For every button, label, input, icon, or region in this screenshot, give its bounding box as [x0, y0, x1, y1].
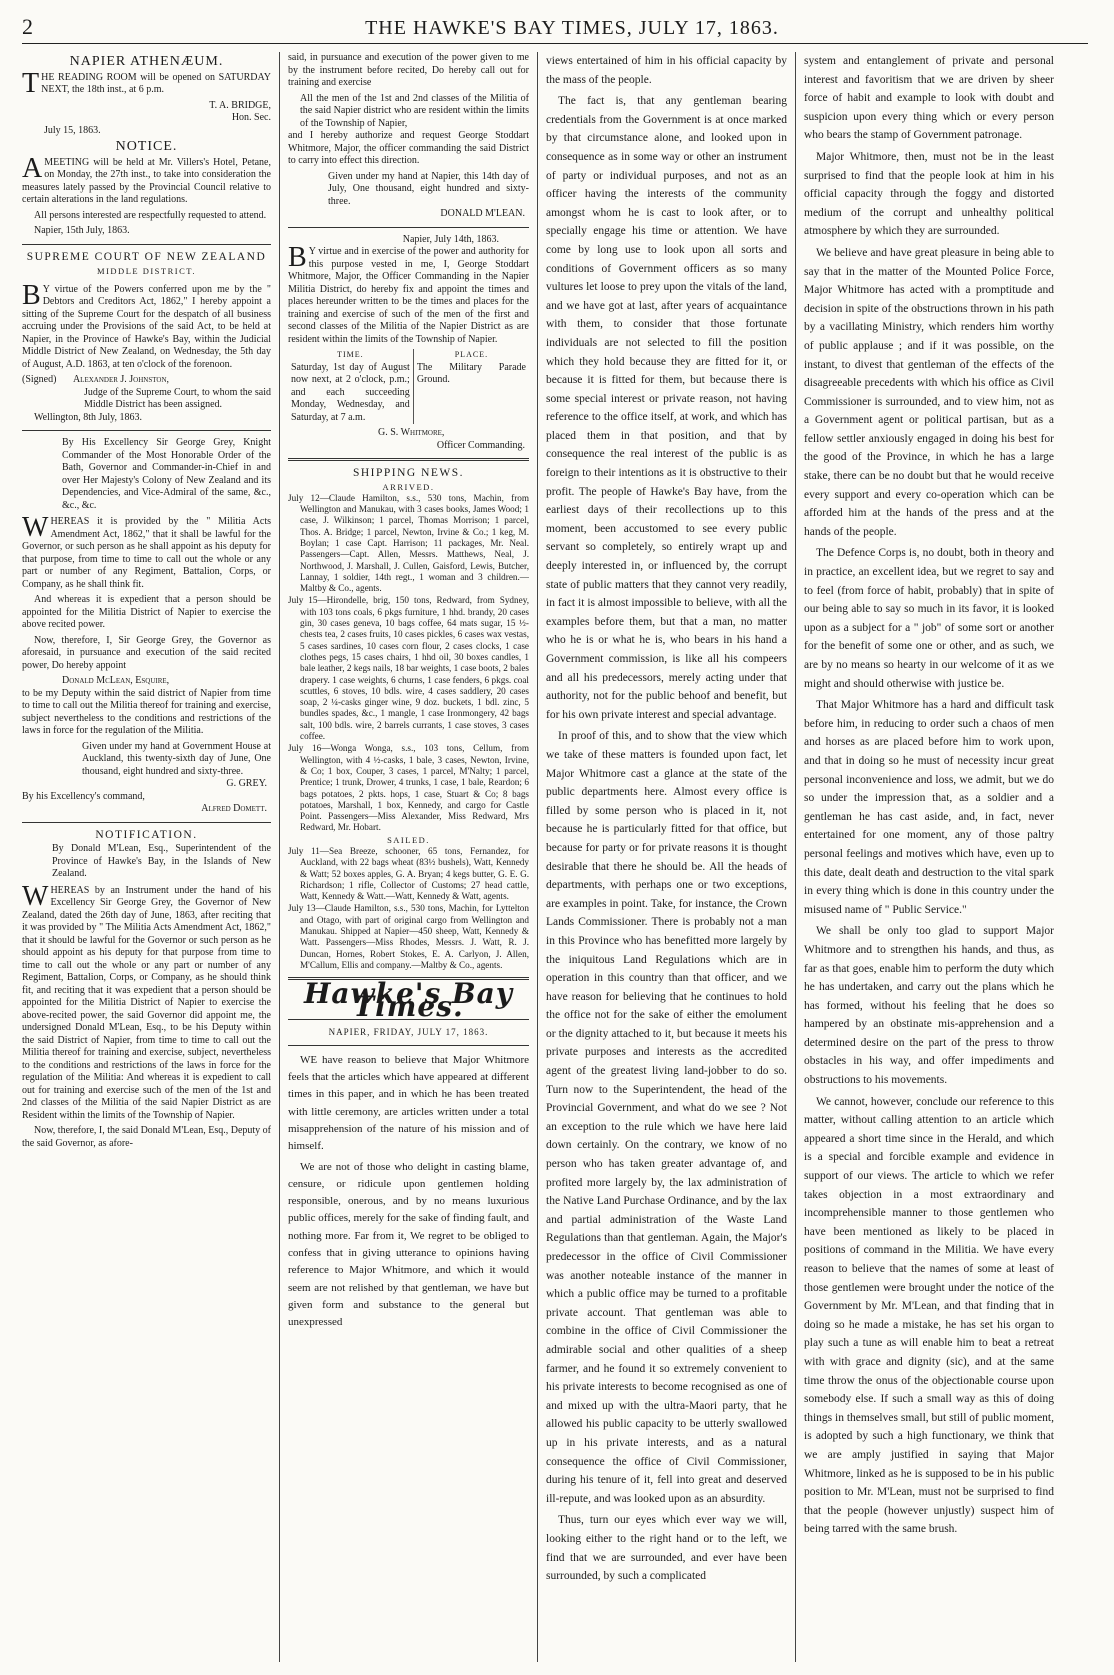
court-signed-label: (Signed)	[22, 374, 57, 385]
athenaeum-role: Hon. Sec.	[231, 112, 271, 123]
paper-dateline: NAPIER, FRIDAY, JULY 17, 1863.	[328, 1027, 489, 1038]
arrival-entry	[288, 743, 529, 833]
whitmore-body: BY virtue and in exercise of the power and authority for this purpose vested in me, I, George Stoddart Whitmore, Major, the Officer Commanding in the Napier Militia District, do hereby fix and appoint the times and places hereunder written to be the times and places for the training and exercise of such of the men of the first and second classes of the Militia of the Napier District as are resident within the limits of the Township of Napier.	[288, 242, 529, 345]
divider	[22, 430, 271, 431]
editorial-para-10: The Defence Corps is, no doubt, both in theory and in practice, an excellent idea, but we regret to say and to feel (from force of habit, probably) that in spite of our being able to say so much in its favor, it is looked upon as a subject for a " job" of some sort or another for the benefit of some one or other, and as such, we are by no means so hearty in our welcome of it as we might and should otherwise with justice be.	[804, 547, 1054, 690]
court-signer-role: Judge of the Supreme Court, to whom the said Middle District has been assigned.	[84, 386, 271, 410]
sailed-label: SAILED.	[387, 834, 430, 845]
divider	[22, 244, 271, 245]
grey-domett: Alfred Domett.	[201, 803, 267, 814]
departure-entry	[288, 903, 529, 971]
divider	[288, 227, 529, 228]
divider	[288, 1045, 529, 1046]
arrival-text: July 15—Hirondelle, brig, 150 tons, Redward, from Sydney, with 103 tons coals, 6 pkgs furniture, 1 hhd. brandy, 20 cases gin, 30 cases geneva, 10 bags coffee, 64 mats sugar, 15 ½-chests tea, 2 cases fruits, 10 cases pickles, 6 cases wax vestas, 5 cases sardines, 10 cases corn flour, 2 cases clocks, 1 case clothes pegs, 15 cases chairs, 1 hhd oil, 30 boxes candles, 1 bale leather, 2 kegs nails, 18 bar weights, 1 case boots, 2 bales drapery. 1 case weights, 6 churns, 1 case fenders, 6 pkgs. coal scuttles, 6 stoves, 10 bdls. wire, 4 cases saddlery, 20 cases soap, 2 ¼-casks ginger wine, 9 doz. buckets, 1 bdl. zinc, 5 bundles spades, &c., 1 mangle, 1 case Ironmongery, 42 bags salt, 100 bdls. wire, 2 barrels currants, 1 case stoves, 3 cases coffee.	[288, 595, 529, 742]
court-date: Wellington, 8th July, 1863.	[34, 411, 142, 423]
notification-heading: NOTIFICATION.	[95, 828, 198, 841]
departure-text: July 11—Sea Breeze, schooner, 65 tons, Fernandez, for Auckland, with 22 bags wheat (83½ bushels), Watt, Kennedy & Watt; 52 boxes apples, G. A. Bryan; 4 kegs butter, G. E. G. Richardson; 1 rifle, Collector of Customs; 27 head cattle, Watt, Kennedy & Watt.—Watt, Kennedy & Watt, agents.	[288, 846, 529, 902]
athenaeum-signer: T. A. BRIDGE,	[209, 99, 271, 111]
notification-continued: said, in pursuance and execution of the power given to me by the instrument before recited, Do hereby call out for training and exercise	[288, 52, 529, 88]
editorial-para-9: We believe and have great pleasure in being able to say that in the matter of the Mounted Police Force, Major Whitmore has acted with a promptitude and decision in spite of the obstructions thrown in his path by a vacillating Ministry, which renders him worthy of public applause ; and if it was possible, on the instant, to divest that gentleman of the effects of the disagreeable precedents with which his office as Civil Commissioner is surrounded, and to view him, not as a Government agent or political partisan, but as a fellow settler anxiously engaged in doing his best for the good of the Province, in which he has a large stake, there can be no doubt but that he would receive every support and every co-operation which can be afforded him at the hands of the press and at the hands of the people.	[804, 246, 1054, 538]
notification-men: All the men of the 1st and 2nd classes of the Militia of the said Napier district who are resident within the limits of the Township of Napier,	[300, 92, 529, 129]
grey-given: Given under my hand at Government House at Auckland, this twenty-sixth day of June, One thousand, eight hundred and sixty-three.	[82, 740, 271, 777]
notice-body-2: All persons interested are respectfully requested to attend.	[34, 209, 267, 221]
editorial-para-11: That Major Whitmore has a hard and difficult task before him, in reducing to order such a chaos of men and horses as are placed before him to work upon, and that in doing so he must of necessity incur great personal inconvenience and loss, we admit, but we do so under the impression that, as a soldier and a gentleman he has cast aside, and, in fact, never entertained for one moment, any of those paltry personal feelings and motives which have, even up to this date, dealt death and destruction to the vital spark in every thing which is done in this country under the misused name of " Public Service."	[804, 699, 1054, 916]
editorial-para-1: WE have reason to believe that Major Whitmore feels that the articles which have appeared at different times in this paper, and in which he has been treated with little ceremony, are articles written under a total misapprehension of the nature of his mission and of himself.	[288, 1053, 529, 1153]
athenaeum-heading: NAPIER ATHENÆUM.	[69, 54, 224, 69]
divider	[22, 822, 271, 823]
arrival-entry	[288, 493, 529, 595]
court-signature-block	[22, 374, 271, 387]
whitmore-role: Officer Commanding.	[436, 439, 525, 451]
column-3	[538, 52, 796, 1662]
notice-body: AMEETING will be held at Mr. Villers's Hotel, Petane, on Monday, the 27th inst., to take into consideration the measures lately passed by the Provincial Council relative to certain alterations in the land regulations.	[22, 152, 271, 205]
editorial-para-12: We shall be only too glad to support Major Whitmore and to strengthen his hands, and thus, as far as that goes, enable him to perform the duty which he has undertaken, and carry out the plans which he has formed, without his feeling that he does so hampered by an obstinate mis-apprehension and a determined desire on the part of the press to throw obstacles in his way, and offer impediments and obstructions to his movements.	[804, 925, 1054, 1087]
editorial-para-3: views entertained of him in his official capacity by the mass of the people.	[546, 55, 787, 86]
place-header: PLACE.	[454, 350, 489, 359]
court-subheading: MIDDLE DISTRICT.	[97, 266, 196, 276]
editorial-para-4: The fact is, that any gentleman bearing credentials from the Government is at once marked by that circumstance alone, and looked upon in consequence as in some way or other an instrument of party or individual purposes, and not as an officer having the interests of the community amongst whom he is cast to look after, or to specially engage his time or attention. We have come by long use to look upon all sorts and conditions of Government officers as so many vultures let loose to prey upon the vitals of the land, and we have got at last, after years of acquaintance with them, to consider that those fortunate individuals are not selected to fill the position which they hold because they are fitted for it, or because it is fitted for them, but because there is some special interest or private reason, not having reference to the office itself, at work, and which has placed them in that position, and that by consequence the real interest of the public is as foreign to their intentions as it is obstructive to their profit. The people of Hawke's Bay have, from the earliest days of their recollections up to this moment, been accustomed to see every public servant so completely, so entirely wrapt up and deeply interested in, or influenced by, the corrupt state of public matters that they cannot very readily, in fact it is almost impossible to believe, with all the examples before them, but that a man, no matter who he is or what he is, who bears in his hand a Government commission, is like all his compeers and all his predecessors, merely acting under that authority, not for the public behoof and benefit, but for his own private interest and special advantage.	[546, 95, 787, 721]
notification-intro: By Donald M'Lean, Esq., Superintendent of the Province of Hawke's Bay, in the Islands of New Zealand.	[52, 843, 271, 879]
masthead	[22, 14, 1088, 44]
grey-para-1: WHEREAS it is provided by the " Militia Acts Amendment Act, 1862," that it shall be lawful for the Governor, or such person as he shall appoint as his deputy for that purpose, from time to time to call out the whole or any part or number of any Regiment, Battalion, Corps, or Company, as he shall think fit.	[22, 512, 271, 590]
editorial-start	[288, 1052, 529, 1332]
departure-text: July 13—Claude Hamilton, s.s., 530 tons, Machin, for Lyttelton and Otago, with part of original cargo from Wellington and Manukau. Shipped at Napier—450 sheep, Watt, Kennedy & Watt. Passengers—Miss Rhodes, Messrs. J. Watt, R. J. Duncan, Hornes, Robert Stokes, E. A. Carlyon, J. Allen, M'Callum, Ellis and company.—Maltby & Co., agents.	[288, 903, 529, 970]
grey-para-2: And whereas it is expedient that a person should be appointed for the Militia District of Napier to exercise the above recited power.	[22, 594, 271, 630]
columns	[22, 52, 1088, 1662]
athenaeum-body: THE READING ROOM will be opened on SATURDAY NEXT, the 18th inst., at 6 p.m.	[22, 67, 271, 99]
grey-para-3: Now, therefore, I, Sir George Grey, the Governor as aforesaid, in pursuance and execution of the said recited power, Do hereby appoint	[22, 634, 271, 671]
arrived-label: ARRIVED.	[382, 481, 435, 492]
shipping-news	[288, 482, 529, 972]
arrival-entry	[288, 595, 529, 742]
paper-title: Hawke's Bay Times.	[303, 977, 514, 1023]
training-schedule-table	[288, 349, 529, 424]
place-cell: The Military Parade Ground.	[416, 361, 526, 385]
departure-entry	[288, 846, 529, 902]
editorial-para-2: We are not of those who delight in casting blame, censure, or ridicule upon gentlemen holding responsible, onerous, and by no means luxurious public offices, merely for the sake of finding fault, and nothing more. Far from it, We regret to be obliged to confess that in giving utterance to opinions having reference to Major Whitmore, and which it would seem are not relished by that gentleman, we have but given form and substance to the general but unexpressed	[288, 1160, 529, 1329]
whitmore-date: Napier, July 14th, 1863.	[402, 233, 499, 245]
time-header: TIME.	[288, 349, 413, 362]
masthead-title: THE HAWKE'S BAY TIMES, JULY 17, 1863.	[365, 17, 779, 39]
notification-signer: DONALD M'LEAN.	[440, 208, 525, 219]
shipping-heading: SHIPPING NEWS.	[352, 467, 465, 479]
page-number: 2	[22, 14, 33, 39]
whitmore-signer: G. S. Whitmore,	[378, 427, 445, 438]
arrival-text: July 12—Claude Hamilton, s.s., 530 tons, Machin, from Wellington and Manukau, with 3 cases books, James Wood; 1 case, J. Wilkinson; 1 parcel, Thomas Morrison; 1 parcel, Thos. A. Bridge; 1 parcel, Newton, Irvine & Co.; 1 keg, M. Boylan; 1 case Capt. Harrison; 11 packages, Mr. Neal. Passengers—Capt. Allen, Messrs. Matthews, Neal, J. Northwood, J. Marshall, J. Cullen, Gaisford, Lewis, Butcher, Lannay, 1 soldier, 14th regt., 1 woman and 3 children.—Maltby & Co., agents.	[288, 492, 529, 594]
notification-and: and I hereby authorize and request George Stoddart Whitmore, Major, the officer commanding the said District to carry into effect this direction.	[288, 130, 529, 166]
editorial-para-7: system and entanglement of private and personal interest and favoritism that we are driven by sheer force of habit and example to look with doubt and suspicion upon every thing which or every person who bears the stamp of Government patronage.	[804, 55, 1054, 142]
notification-now: Now, therefore, I, the said Donald M'Lean, Esq., Deputy of the said Governor, as afore-	[22, 1125, 271, 1149]
editorial-para-8: Major Whitmore, then, must not be in the least surprised to find that the people look at him in his official capacity through the foggy and distorted medium of the corrupt and unhealthy political atmosphere by which they are surrounded.	[804, 150, 1054, 238]
grey-appointee: Donald McLean, Esquire,	[62, 675, 170, 686]
grey-command: By his Excellency's command,	[22, 790, 145, 802]
editorial-para-6: Thus, turn our eyes which ever way we will, looking either to the right hand or to the left, we find that we are surrounded, and ever have been surrounded, by such a complicated	[546, 1514, 787, 1583]
time-cell: Saturday, 1st day of August now next, at 2 o'clock, p.m.; and each succeeding Monday, Wednesday, and Saturday, at 7 a.m.	[288, 362, 413, 425]
grey-signer: G. GREY.	[226, 778, 267, 789]
court-body: BY virtue of the Powers conferred upon me by the " Debtors and Creditors Act, 1862," I hereby appoint a sitting of the Supreme Court for the despatch of all business accruing under the Provisions of the said Act, to be held at Napier, in the Province of Hawke's Bay, within the Judicial Middle District of New Zealand, on Wednesday, the 5th day of August, A.D. 1863, at ten o'clock of the forenoon.	[22, 279, 271, 370]
notice-date: Napier, 15th July, 1863.	[34, 225, 130, 236]
divider	[288, 458, 529, 461]
court-signer: Alexander J. Johnston,	[72, 374, 169, 385]
grey-intro: By His Excellency Sir George Grey, Knight Commander of the Most Honorable Order of the Bath, Governor and Commander-in-Chief in and over Her Majesty's Colony of New Zealand and its Dependencies, and Vice-Admiral of the same, &c., &c., &c.	[62, 437, 271, 511]
athenaeum-date: July 15, 1863.	[44, 124, 101, 136]
column-2	[280, 52, 538, 1662]
column-1	[22, 52, 280, 1662]
court-heading: SUPREME COURT OF NEW ZEALAND	[26, 250, 267, 263]
editorial-para-13: We cannot, however, conclude our reference to this matter, without calling attention to an article which appeared a short time since in the Herald, and which is a special and forcible example and evidence in support of our views. The article to which we refer takes objection in a most extraordinary and incomprehensible manner to those gentlemen who have been mentioned as likely to be placed in positions of command in the Militia. We have every reason to believe that the names of some at least of those gentlemen were brought under the notice of the Government by Mr. M'Lean, and that finding that in doing so he made a mistake, he has set his organ to play such a tune as will enable him to beat a retreat with with grace and dignity (sic), and at the same time throw the onus of the objectionable course upon somebody else. If such a small way as this of doing things in themselves small, but still of public moment, is adopted by such a high functionary, we think that we are amply justified in saying that Major Whitmore, linked as he is supposed to be in his public position to Mr. M'Lean, must not be surprised to find that the people (however unjustly) suspect him of being tarred with the same brush.	[804, 1095, 1054, 1536]
column-4	[796, 52, 1054, 1662]
notification-given: Given under my hand at Napier, this 14th day of July, One thousand, eight hundred and sixty-three.	[328, 170, 529, 207]
editorial-para-5: In proof of this, and to show that the view which we take of these matters is founded upon fact, let Major Whitmore cast a glance at the state of the public departments here. Almost every office is filled by some person who is placed in it, not because he is particularly fitted for that office, but because for party or for private reasons it is thought desirable that there he should be. All the heads of departments, with perhaps one or two exceptions, are examples in point. Take, for instance, the Crown Lands Commissioner. There is probably not a man in this Province who has benefitted more largely by the iniquitous Land Regulations which are in operation in this country than that officer, and we have reason for believing that he continues to hold the office not for the sake of either the emolument or the dignity attached to it, but because it meets his private purposes and interests as the accredited agent of the greatest living land-jobber to do so. Turn now to the Superintendent, the head of the Provincial Government, and what do we see ? Not an exception to the rule which we have here laid down certainly. On the contrary, we know of no person who has taken greater advantage of, and profited more largely by, the lax administration of the Native Land Purchase Ordinance, and by the lax and partial administration of the Waste Land Regulations than that gentleman. Again, the Major's predecessor in the office of Civil Commissioner was another noteable instance of the manner in which a public office may be turned to a profitable private account. That gentleman was able to combine in the office of Civil Commissioner the admirable social and other qualities of a sheep farmer, and he found it so extremely convenient to his private interests to become recognised as one of and mixed up with the ultra-Maori party, that he allowed his public capacity to be utterly swallowed up in his private interests, and as a natural consequence the office of Civil Commissioner, during his tenure of it, fell into great and deserved ill-repute, and was looked upon as an absurdity.	[546, 730, 787, 1505]
notice-heading: NOTICE.	[115, 139, 178, 154]
notification-body: WHEREAS by an Instrument under the hand of his Excellency Sir George Grey, the Governor of New Zealand, dated the 26th day of June, 1863, after reciting that it was provided by " The Militia Acts Amendment Act, 1862," that it should be lawful for the Governor or such person as he should appoint as his deputy for that purpose from time to time to call out the whole or any part or number of any Regiment, Battalion, Corps, or Company, as he should think fit, and reciting that it was expedient that a person should be appointed for the Militia District of Napier to exercise the above-recited power, the said Governor did appoint me, the undersigned Donald M'Lean, Esq., to be his Deputy within the said District of Napier, from time to time to call out the Militia thereof for training and exercise, subject, nevertheless to the conditions and restrictions of the laws in force for the regulation of the Militia: And whereas it is expedient to call out for training and exercise such of the men of the 1st and 2nd classes of the Militia of the said Napier District as are Resident within the limits of the Township of Napier.	[22, 880, 271, 1121]
arrival-text: July 16—Wonga Wonga, s.s., 103 tons, Cellum, from Wellington, with 4 ½-casks, 1 bale, 3 cases, Newton, Irvine, & Co; 1 box, Couper, 3 cases, 1 parcel, M'Nalty; 1 parcel, Prentice; 1 trunk, Drower, 4 trunks, 1 case, 1 bale, Reardon; 6 bags potatoes, 2 pkts. hops, 1 case, Stuart & Co; 8 bags potatoes, Marshall, 1 box, Kennedy, and cargo for Castle Point. Passengers—Miss Alexander, Miss Redward, Mrs Redward, Mr. Hobart.	[288, 743, 529, 833]
grey-para-4: to be my Deputy within the said district of Napier from time to time to call out the Militia thereof for training and exercise, subject nevertheless to the conditions and restrictions of the laws in force for the regulation of the Militia.	[22, 687, 271, 736]
